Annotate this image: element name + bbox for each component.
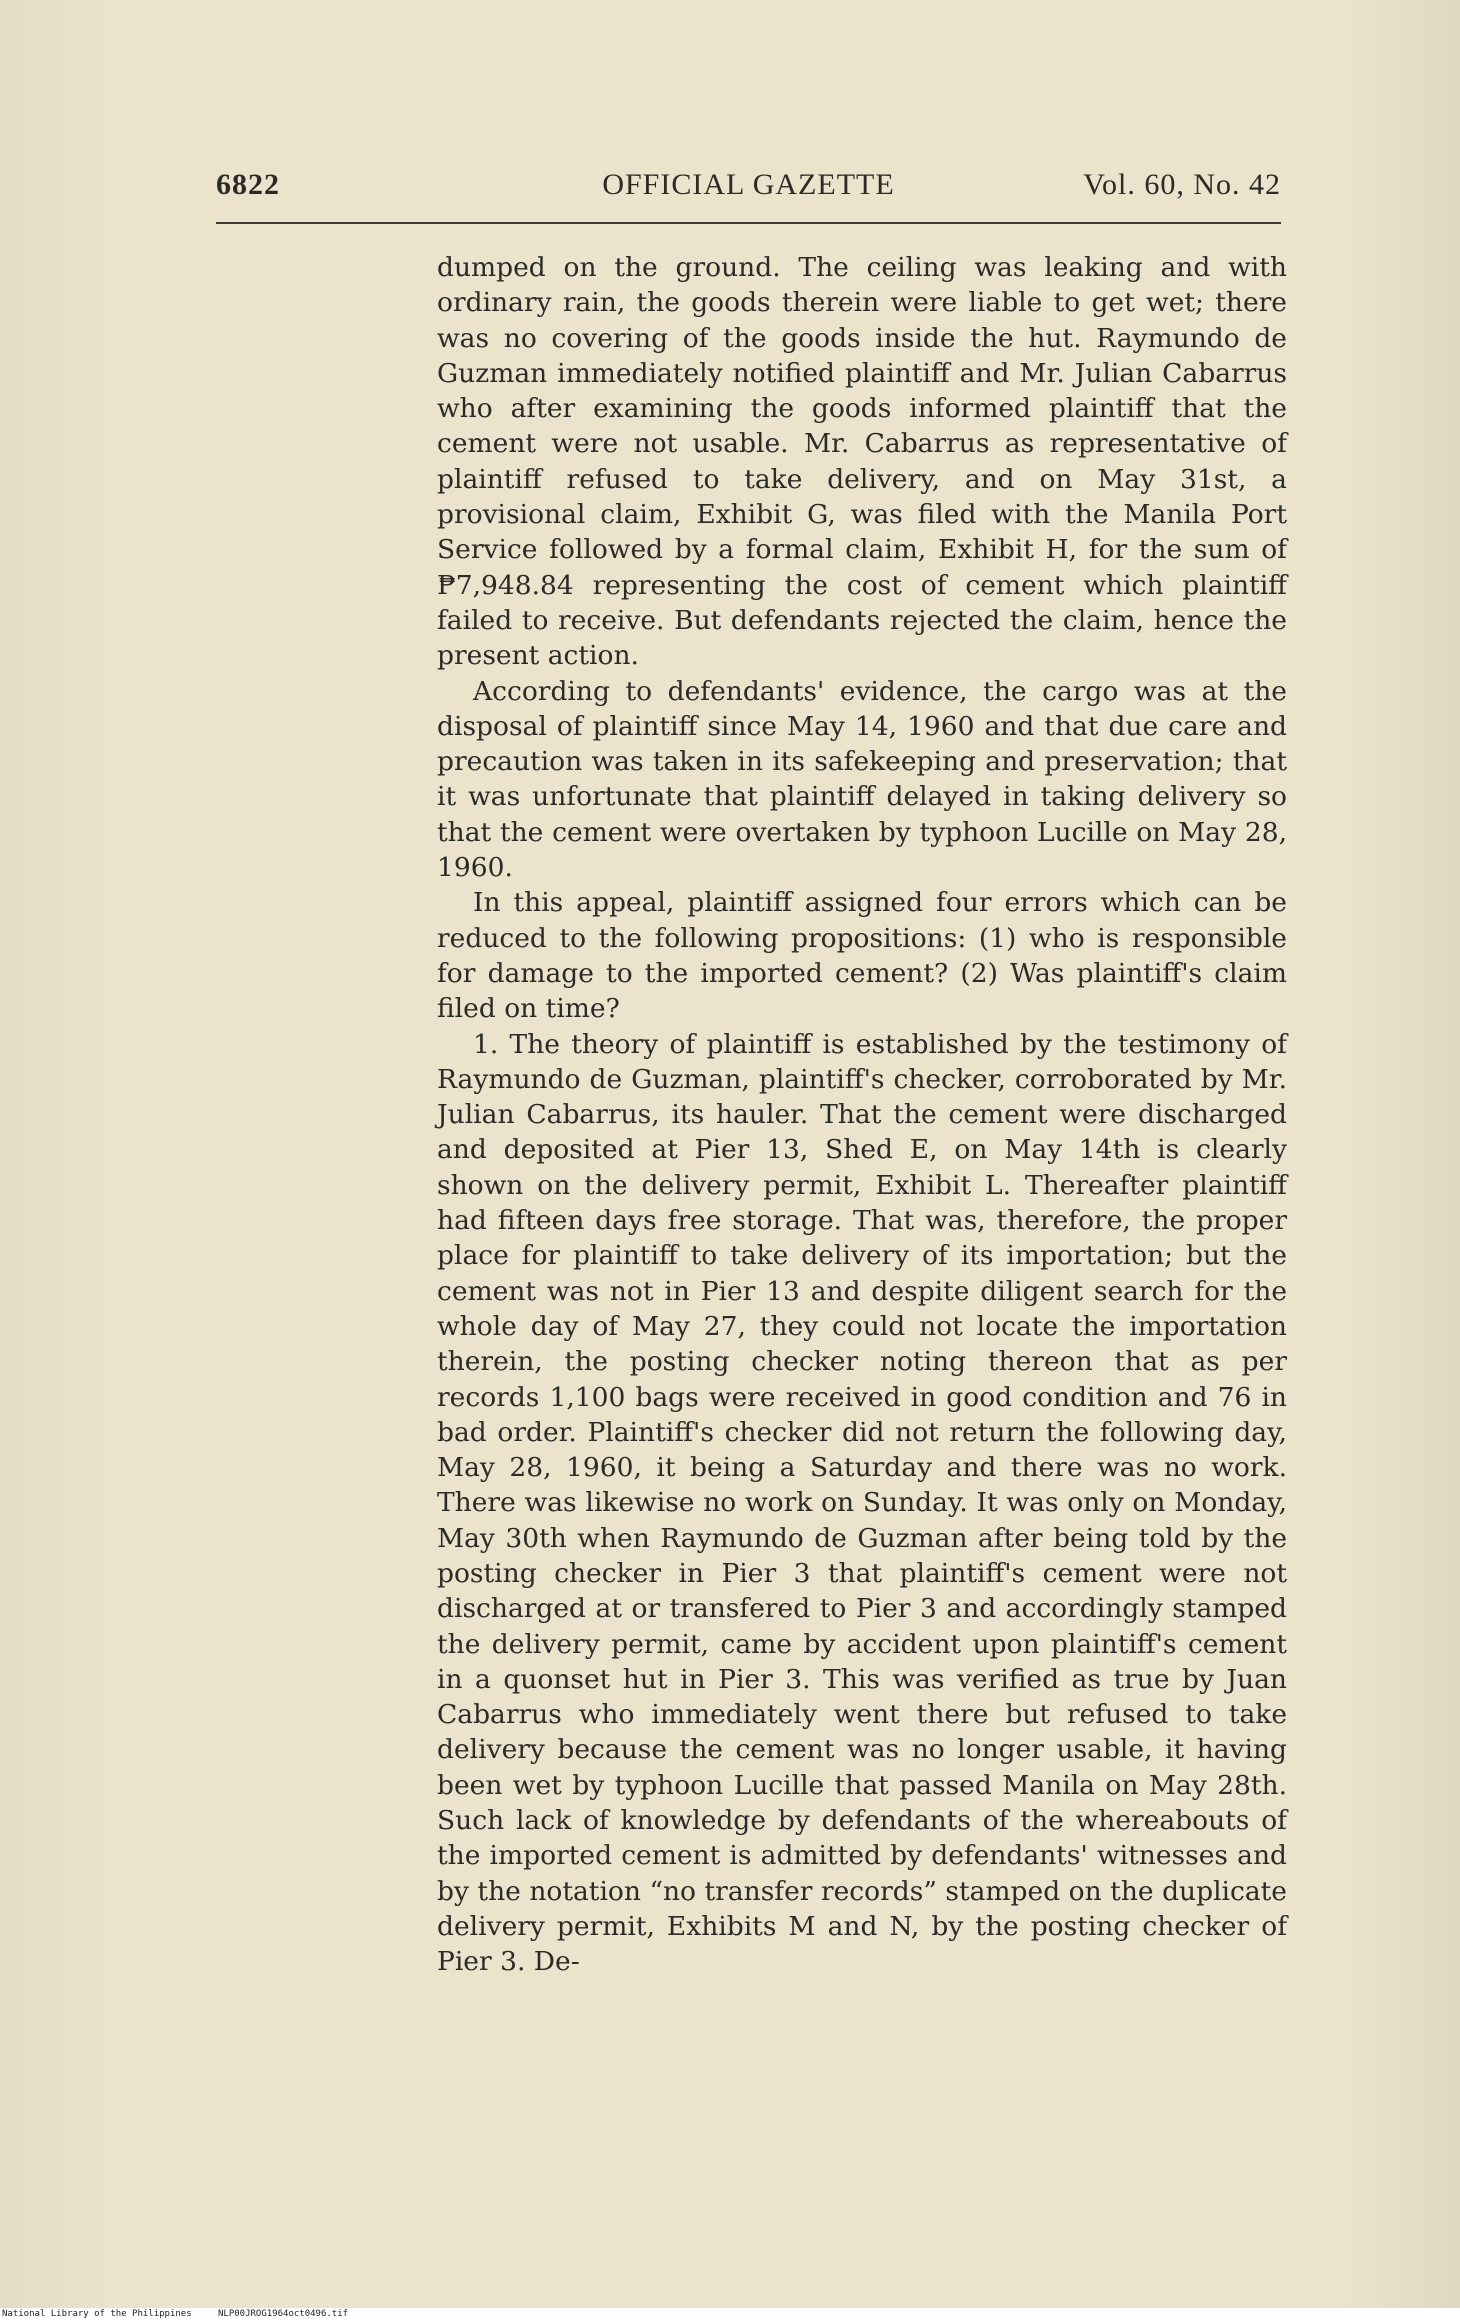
paragraph: According to defendants' evidence, the cargo was at the disposal of plaintiff since May 14, 1960 and that due care and precaution was taken in its safekeeping and preservation; that it was unfortunate that plaintiff delayed in taking delivery so that the cement were overtaken by typhoon Lucille on May 28, 1960. [437,675,1287,884]
file-name: NLP00JROG1964oct0496.tif [218,2309,349,2319]
library-credit: National Library of the Philippines [2,2309,192,2319]
body-text [437,250,1287,1980]
paragraph: dumped on the ground. The ceiling was leaking and with ordinary rain, the goods therein were liable to get wet; there was no covering of the goods inside the hut. Raymundo de Guzman immediately notified plaintiff and Mr. Julian Cabarrus who after examining the goods informed plaintiff that the cement were not usable. Mr. Cabarrus as representative of plaintiff refused to take delivery, and on May 31st, a provisional claim, Exhibit G, was filed with the Manila Port Service followed by a formal claim, Exhibit H, for the sum of ₱7,948.84 representing the cost of cement which plaintiff failed to receive. But defendants rejected the claim, hence the present action. [437,252,1287,672]
publication-title: OFFICIAL GAZETTE [602,168,895,201]
page-number: 6822 [216,168,280,201]
volume-info: Vol. 60, No. 42 [1083,168,1281,201]
scan-footer [0,2308,1460,2321]
page-header [216,168,1281,218]
header-rule [216,222,1281,224]
paragraph: In this appeal, plaintiff assigned four errors which can be reduced to the following propositions: (1) who is responsible for damage to the imported cement? (2) Was plaintiff's claim filed on time? [437,887,1287,1025]
paragraph: 1. The theory of plaintiff is established by the testimony of Raymundo de Guzman, plaintiff's checker, corroborated by Mr. Julian Cabarrus, its hauler. That the cement were discharged and deposited at Pier 13, Shed E, on May 14th is clearly shown on the delivery permit, Exhibit L. Thereafter plaintiff had fifteen days free storage. That was, therefore, the proper place for plaintiff to take delivery of its importation; but the cement was not in Pier 13 and despite diligent search for the whole day of May 27, they could not locate the importation therein, the posting checker noting thereon that as per records 1,100 bags were received in good condition and 76 in bad order. Plaintiff's checker did not return the following day, May 28, 1960, it being a Saturday and there was no work. There was likewise no work on Sunday. It was only on Monday, May 30th when Raymundo de Guzman after being told by the posting checker in Pier 3 that plaintiff's cement were not discharged at or transfered to Pier 3 and accordingly stamped the delivery permit, came by accident upon plaintiff's cement in a quonset hut in Pier 3. This was verified as true by Juan Cabarrus who immediately went there but refused to take delivery because the cement was no longer usable, it having been wet by typhoon Lucille that passed Manila on May 28th. Such lack of knowledge by defendants of the whereabouts of the imported cement is admitted by defendants' witnesses and by the notation “no transfer records” stamped on the duplicate delivery permit, Exhibits M and N, by the posting checker of Pier 3. De- [437,1028,1287,1978]
